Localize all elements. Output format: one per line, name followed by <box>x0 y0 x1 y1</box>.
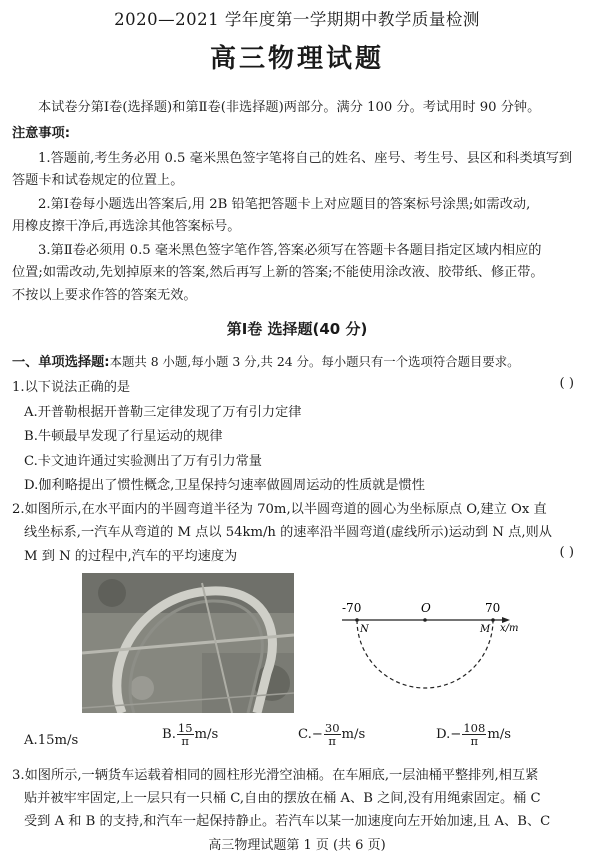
section-title: 第Ⅰ卷 选择题(40 分) <box>226 320 368 338</box>
q2-line-2: 线坐标系,一汽车从弯道的 M 点以 54km/h 的速率沿半圆弯道(虚线所示)运动到 N 点,则从 <box>24 525 552 540</box>
point-n <box>355 618 359 622</box>
q3-line-2: 贴并被牢牢固定,上一层只有一只桶 C,自由的摆放在桶 A、B 之间,没有用绳索固定。桶 C <box>24 791 541 806</box>
left-tick-label: -70 <box>342 601 362 615</box>
notice-3-line-3: 不按以上要求作答的答案无效。 <box>12 288 197 303</box>
notice-2-line-2: 用橡皮擦干净后,再选涂其他答案标号。 <box>12 219 241 234</box>
q2-option-d-numerator: 108 <box>463 721 486 735</box>
n-label: N <box>360 624 369 635</box>
semicircle-path <box>357 620 493 688</box>
q2-option-b-fraction <box>177 722 194 747</box>
point-m <box>491 618 495 622</box>
m-label: M <box>480 624 491 635</box>
page-title: 高三物理试题 <box>209 44 384 74</box>
q1-answer-blank: ( ) <box>559 376 574 391</box>
q1-stem: 1.以下说法正确的是 <box>12 380 131 395</box>
notice-3-line-1: 3.第Ⅱ卷必须用 0.5 毫米黑色签字笔作答,答案必须写在答题卡各题目指定区域内相应的 <box>38 243 542 258</box>
q3-line-1: 3.如图所示,一辆货车运载着相同的圆柱形光滑空油桶。在车厢底,一层油桶平整排列,相互紧 <box>12 768 539 783</box>
q2-option-c-prefix: C.− <box>298 727 323 742</box>
notice-title: 注意事项: <box>12 126 71 141</box>
q1-option-d: D.伽利略提出了惯性概念,卫星保持匀速率做圆周运动的性质就是惯性 <box>24 478 425 493</box>
q2-line-3: M 到 N 的过程中,汽车的平均速度为 <box>24 549 238 564</box>
q1-option-b: B.牛顿最早发现了行星运动的规律 <box>24 429 223 444</box>
intro-text: 本试卷分第Ⅰ卷(选择题)和第Ⅱ卷(非选择题)两部分。满分 100 分。考试用时 90 分钟。 <box>38 100 541 115</box>
q2-option-d-unit: m/s <box>487 727 512 742</box>
right-tick-label: 70 <box>485 601 501 615</box>
origin-label: O <box>421 601 431 615</box>
q2-line-1: 2.如图所示,在水平面内的半圆弯道半径为 70m,以半圆弯道的圆心为坐标原点 O,建立 Ox 直 <box>12 502 547 517</box>
origin-point <box>423 618 427 622</box>
q2-option-d-denominator: π <box>470 734 479 748</box>
axis-unit-label: x/m <box>500 623 519 634</box>
notice-1-line-2: 答题卡和试卷规定的位置上。 <box>12 173 184 188</box>
notice-2-line-1: 2.第Ⅰ卷每小题选出答案后,用 2B 铅笔把答题卡上对应题目的答案标号涂黑;如需改动, <box>38 197 531 212</box>
notice-1-line-1: 1.答题前,考生务必用 0.5 毫米黑色签字笔将自己的姓名、座号、考生号、县区和科类填写到 <box>38 151 573 166</box>
exam-header: 2020—2021 学年度第一学期期中教学质量检测 <box>114 10 480 29</box>
q2-answer-blank: ( ) <box>559 545 574 560</box>
q2-option-c-unit: m/s <box>341 727 366 742</box>
q2-option-d <box>436 722 511 747</box>
semicircle-diagram <box>320 598 530 708</box>
q2-option-c-fraction <box>324 722 341 747</box>
q2-option-d-prefix: D.− <box>436 727 462 742</box>
q1-option-a: A.开普勒根据开普勒三定律发现了万有引力定律 <box>24 405 302 420</box>
q2-option-b-unit: m/s <box>194 727 219 742</box>
notice-3-line-2: 位置;如需改动,先划掉原来的答案,然后再写上新的答案;不能使用涂改液、胶带纸、修正带。 <box>12 265 544 280</box>
part1-heading <box>12 351 520 370</box>
part1-desc: 本题共 8 小题,每小题 3 分,共 24 分。每小题只有一个选项符合题目要求。 <box>109 354 520 369</box>
q2-option-b-prefix: B. <box>162 727 176 742</box>
q2-option-c-denominator: π <box>328 734 336 748</box>
page-footer: 高三物理试题第 1 页 (共 6 页) <box>208 838 386 853</box>
q2-option-a: A.15m/s <box>24 733 79 748</box>
track-aerial-photo <box>82 573 294 713</box>
q1-option-c: C.卡文迪许通过实验测出了万有引力常量 <box>24 454 262 469</box>
q2-option-b-numerator: 15 <box>177 721 193 735</box>
q2-option-b-denominator: π <box>181 734 189 748</box>
part1-label: 一、单项选择题: <box>12 355 110 370</box>
q2-option-c <box>298 722 365 747</box>
q2-option-d-fraction <box>462 722 486 747</box>
q2-option-b <box>162 722 218 747</box>
q3-line-3: 受到 A 和 B 的支持,和汽车一起保持静止。若汽车以某一加速度向左开始加速,且 A、B、C <box>24 814 551 829</box>
q2-option-c-numerator: 30 <box>324 721 340 735</box>
